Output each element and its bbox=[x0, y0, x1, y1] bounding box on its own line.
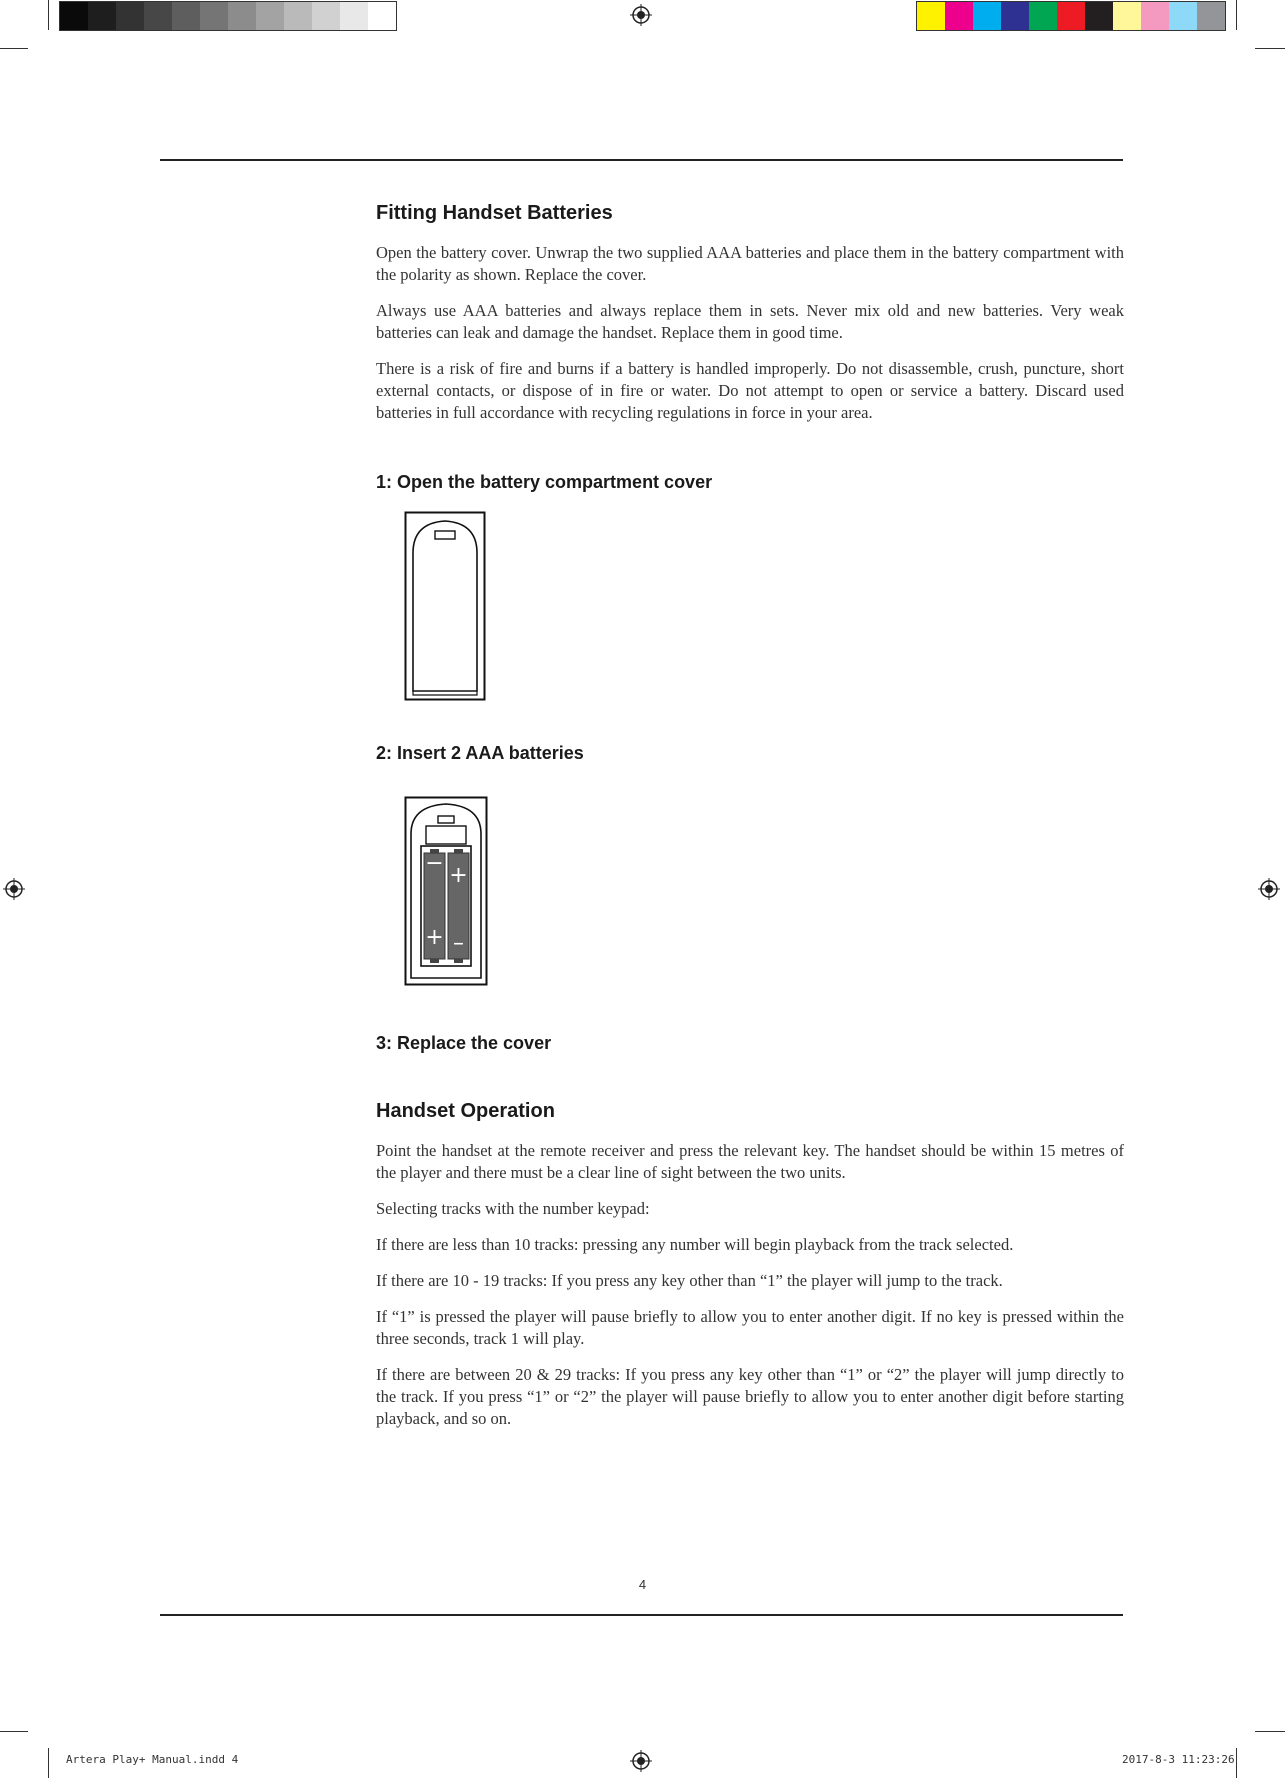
color-swatch bbox=[1197, 2, 1225, 30]
battery-cover-closed-figure bbox=[404, 511, 486, 701]
color-swatch bbox=[1057, 2, 1085, 30]
crop-mark bbox=[1236, 1748, 1237, 1778]
section-title-handset-operation: Handset Operation bbox=[376, 1100, 555, 1122]
crop-mark bbox=[1236, 0, 1237, 30]
color-swatch bbox=[945, 2, 973, 30]
step-heading-2: 2: Insert 2 AAA batteries bbox=[376, 743, 584, 763]
crop-mark bbox=[48, 1748, 49, 1778]
color-swatch bbox=[284, 2, 312, 30]
step-heading-1: 1: Open the battery compartment cover bbox=[376, 472, 713, 492]
crop-mark bbox=[1255, 1731, 1285, 1732]
battery-minus-symbol: – bbox=[453, 931, 464, 956]
crop-mark bbox=[1255, 48, 1285, 49]
color-swatch bbox=[917, 2, 945, 30]
paragraph: If there are between 20 & 29 tracks: If you press any key other than “1” or “2” the player will jump directly to the track. If you press “1” or “2” the player will pause briefly to allow you to enter another digit before starting playback, and so on. bbox=[376, 1365, 1124, 1428]
paragraph: If there are 10 - 19 tracks: If you press any key other than “1” the player will jump to the track. bbox=[376, 1271, 1003, 1290]
battery-plus-symbol: + bbox=[449, 863, 468, 888]
color-swatch bbox=[1169, 2, 1197, 30]
crop-mark bbox=[0, 48, 28, 49]
paragraph: If “1” is pressed the player will pause briefly to allow you to enter another digit. If no key is pressed within the three seconds, track 1 will play. bbox=[376, 1307, 1124, 1348]
registration-mark-icon bbox=[3, 878, 25, 900]
slug-timestamp: 2017-8-3 11:23:26 bbox=[1122, 1753, 1235, 1766]
color-swatch bbox=[1029, 2, 1057, 30]
color-swatch bbox=[1141, 2, 1169, 30]
paragraph: Open the battery cover. Unwrap the two supplied AAA batteries and place them in the battery compartment with the polarity as shown. Replace the cover. bbox=[376, 243, 1124, 284]
crop-mark bbox=[48, 0, 49, 30]
battery-plus-symbol: + bbox=[425, 925, 444, 950]
grayscale-swatch-bar bbox=[59, 1, 397, 31]
color-swatch bbox=[973, 2, 1001, 30]
color-swatch bbox=[312, 2, 340, 30]
paragraph: Selecting tracks with the number keypad: bbox=[376, 1199, 650, 1218]
color-swatch bbox=[88, 2, 116, 30]
color-swatch bbox=[60, 2, 88, 30]
header-rule bbox=[160, 159, 1123, 161]
color-swatch bbox=[340, 2, 368, 30]
color-swatch bbox=[172, 2, 200, 30]
color-swatch bbox=[1113, 2, 1141, 30]
registration-mark-icon bbox=[630, 1750, 652, 1772]
page-number: 4 bbox=[638, 1577, 647, 1592]
color-swatch bbox=[200, 2, 228, 30]
paragraph: There is a risk of fire and burns if a battery is handled improperly. Do not disassemble, crush, puncture, short external contacts, or dispose of in fire or water. Do not attempt to open or service a battery. Discard used batteries in full accordance with recycling regulations in force in your area. bbox=[376, 359, 1124, 422]
paragraph: Always use AAA batteries and always replace them in sets. Never mix old and new batteries. Very weak batteries can leak and damage the handset. Replace them in good time. bbox=[376, 301, 1124, 342]
step-heading-3: 3: Replace the cover bbox=[376, 1033, 552, 1053]
registration-mark-icon bbox=[1258, 878, 1280, 900]
color-swatch-bar bbox=[916, 1, 1226, 31]
section-title-fitting-batteries: Fitting Handset Batteries bbox=[376, 202, 613, 224]
color-swatch bbox=[256, 2, 284, 30]
paragraph: Point the handset at the remote receiver and press the relevant key. The handset should be within 15 metres of the player and there must be a clear line of sight between the two units. bbox=[376, 1141, 1124, 1182]
battery-minus-symbol: − bbox=[425, 851, 444, 876]
slug-filename: Artera Play+ Manual.indd 4 bbox=[66, 1753, 239, 1766]
paragraph: If there are less than 10 tracks: pressing any number will begin playback from the track selected. bbox=[376, 1235, 1014, 1254]
color-swatch bbox=[144, 2, 172, 30]
registration-mark-icon bbox=[630, 4, 652, 26]
color-swatch bbox=[228, 2, 256, 30]
color-swatch bbox=[1001, 2, 1029, 30]
crop-mark bbox=[0, 1731, 28, 1732]
color-swatch bbox=[368, 2, 396, 30]
color-swatch bbox=[116, 2, 144, 30]
battery-compartment-open-figure bbox=[404, 796, 488, 986]
footer-rule bbox=[160, 1614, 1123, 1616]
color-swatch bbox=[1085, 2, 1113, 30]
